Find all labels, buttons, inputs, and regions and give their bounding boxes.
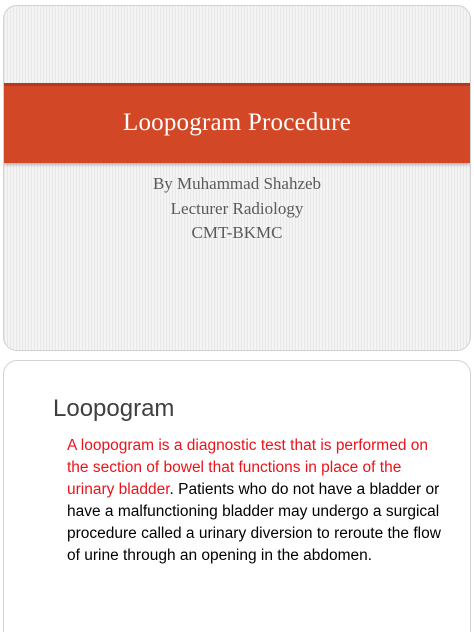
body-paragraph: [67, 435, 443, 567]
subtitle-block: [4, 172, 470, 246]
slide-heading: Loopogram: [53, 395, 175, 422]
slide-title: Loopogram Procedure: [122, 109, 352, 136]
title-band: [4, 83, 470, 163]
title-slide: [3, 5, 471, 351]
author-line: By Muhammad Shahzeb: [152, 174, 322, 193]
role-line: Lecturer Radiology: [170, 198, 304, 218]
content-slide: [3, 360, 471, 632]
body-continuation: . Patients who do not have a bladder or have a malfunctioning bladder may undergo a surgical procedure called a urinary diversion to reroute the flow of urine through an opening in the abdomen.: [67, 481, 441, 564]
highlighted-definition: A loopogram is a diagnostic test that is performed on the section of bowel that functions in place of the urinary bladder: [67, 437, 429, 498]
title-band-top-line: [4, 83, 470, 86]
institution-line: CMT-BKMC: [191, 223, 283, 242]
